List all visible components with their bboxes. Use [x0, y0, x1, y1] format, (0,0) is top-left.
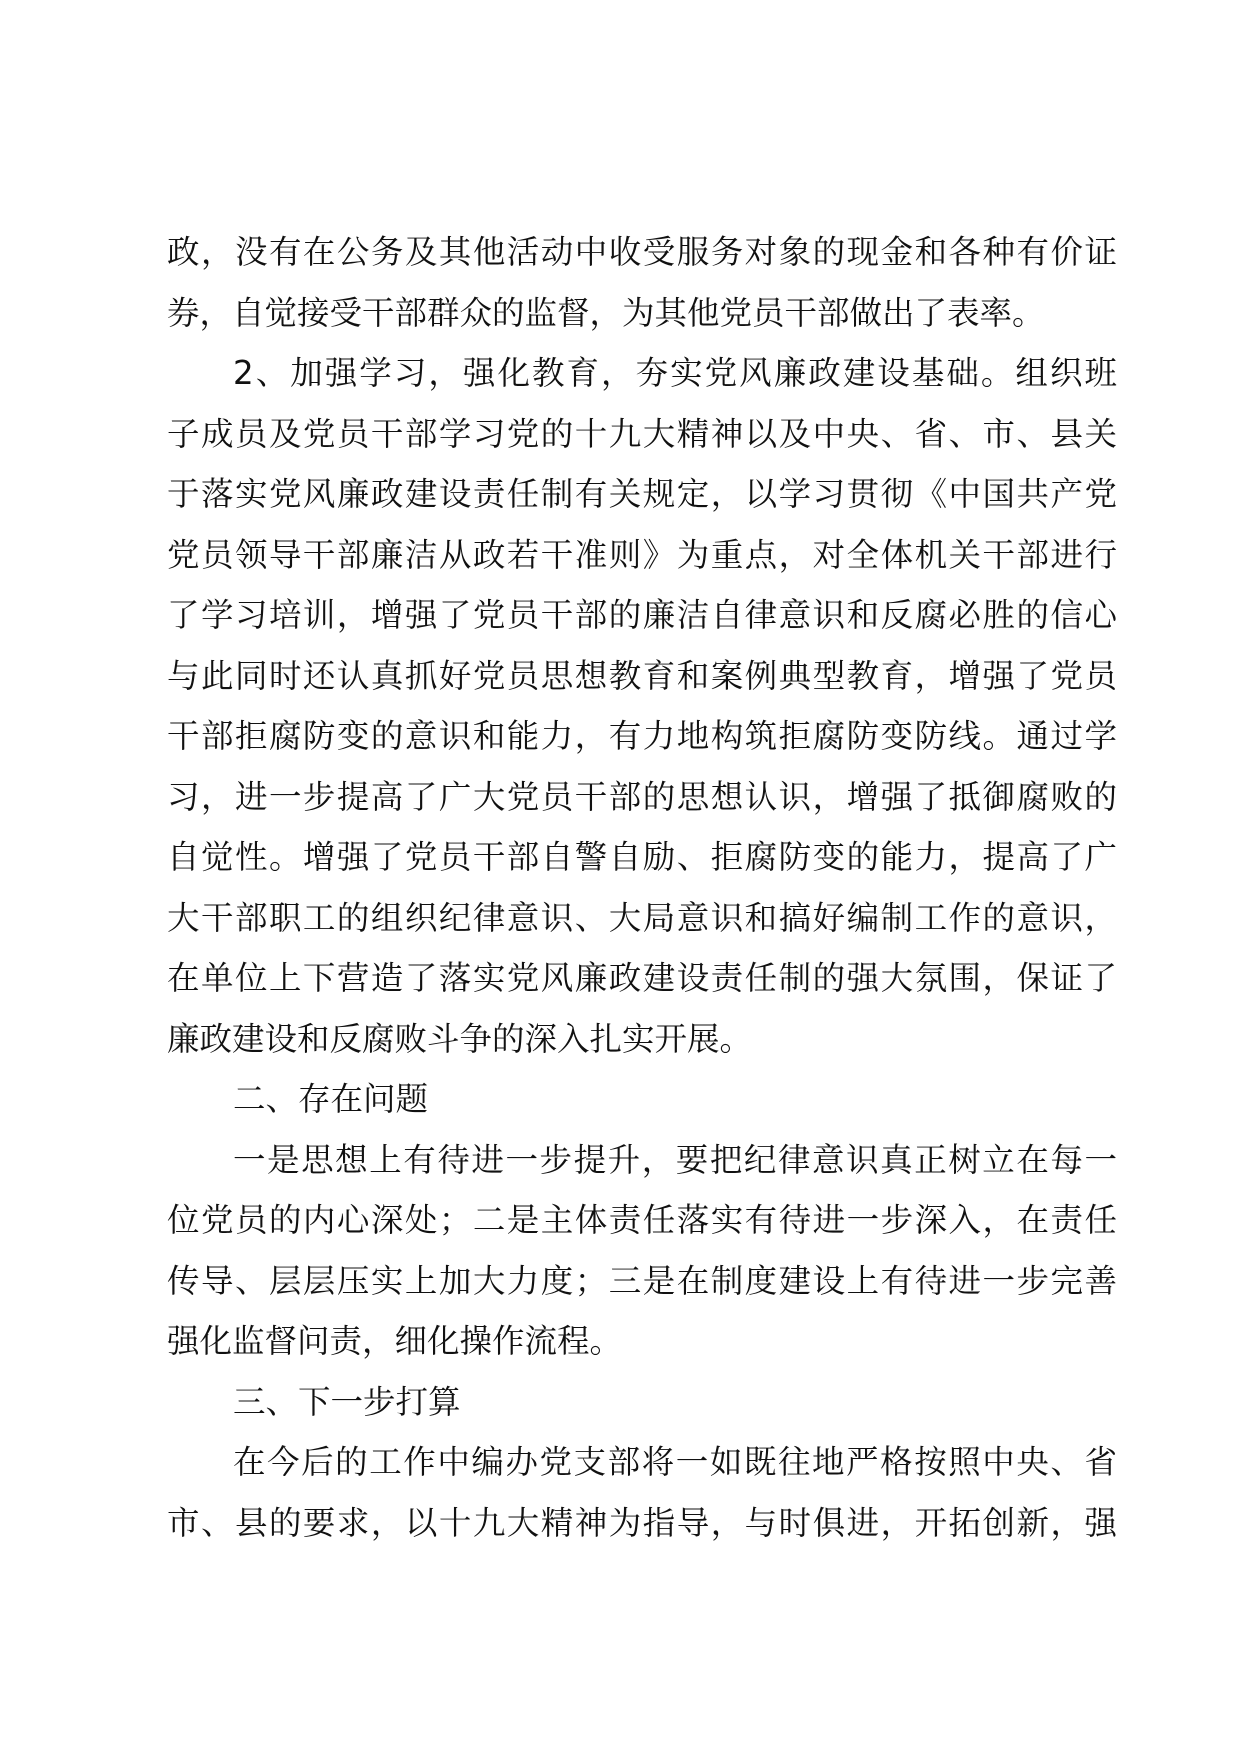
paragraph-line-2: 券，自觉接受干部群众的监督，为其他党员干部做出了表率。: [167, 293, 1045, 332]
paragraph-line-4: 子成员及党员干部学习党的十九大精神以及中央、省、市、县关: [167, 414, 1117, 453]
paragraph-line-5: 于落实党风廉政建设责任制有关规定，以学习贯彻《中国共产党: [167, 475, 1117, 513]
paragraph-line-14: 廉政建设和反腐败斗争的深入扎实开展。: [167, 1019, 753, 1058]
paragraph-line-3: 2、加强学习，强化教育，夯实党风廉政建设基础。组织班: [233, 354, 1117, 392]
paragraph-line-6: 党员领导干部廉洁从政若干准则》为重点，对全体机关干部进行: [167, 535, 1117, 574]
paragraph-line-1: 政，没有在公务及其他活动中收受服务对象的现金和各种有价证: [167, 233, 1117, 271]
paragraph-line-12: 大干部职工的组织纪律意识、大局意识和搞好编制工作的意识，: [167, 898, 1117, 937]
paragraph-line-18: 传导、层层压实上加大力度；三是在制度建设上有待进一步完善: [167, 1261, 1117, 1300]
paragraph-line-7: 了学习培训，增强了党员干部的廉洁自律意识和反腐必胜的信心: [167, 596, 1117, 634]
paragraph-line-9: 干部拒腐防变的意识和能力，有力地构筑拒腐防变防线。通过学: [167, 717, 1117, 755]
paragraph-line-8: 与此同时还认真抓好党员思想教育和案例典型教育，增强了党员: [167, 656, 1117, 695]
paragraph-line-11: 自觉性。增强了党员干部自警自励、拒腐防变的能力，提高了广: [167, 838, 1117, 876]
paragraph-line-22: 市、县的要求，以十九大精神为指导，与时俱进，开拓创新，强: [167, 1503, 1117, 1542]
section-heading-next-steps: 三、下一步打算: [233, 1382, 461, 1421]
paragraph-line-13: 在单位上下营造了落实党风廉政建设责任制的强大氛围，保证了: [167, 959, 1117, 997]
document-body: [167, 222, 1117, 1553]
section-heading-problems: 二、存在问题: [233, 1080, 429, 1118]
paragraph-line-21: 在今后的工作中编办党支部将一如既往地严格按照中央、省: [233, 1443, 1117, 1481]
paragraph-line-16: 一是思想上有待进一步提升，要把纪律意识真正树立在每一: [233, 1140, 1117, 1179]
paragraph-line-10: 习，进一步提高了广大党员干部的思想认识，增强了抵御腐败的: [167, 777, 1117, 816]
paragraph-line-19: 强化监督问责，细化操作流程。: [167, 1322, 623, 1360]
paragraph-line-17: 位党员的内心深处；二是主体责任落实有待进一步深入，在责任: [167, 1201, 1117, 1239]
